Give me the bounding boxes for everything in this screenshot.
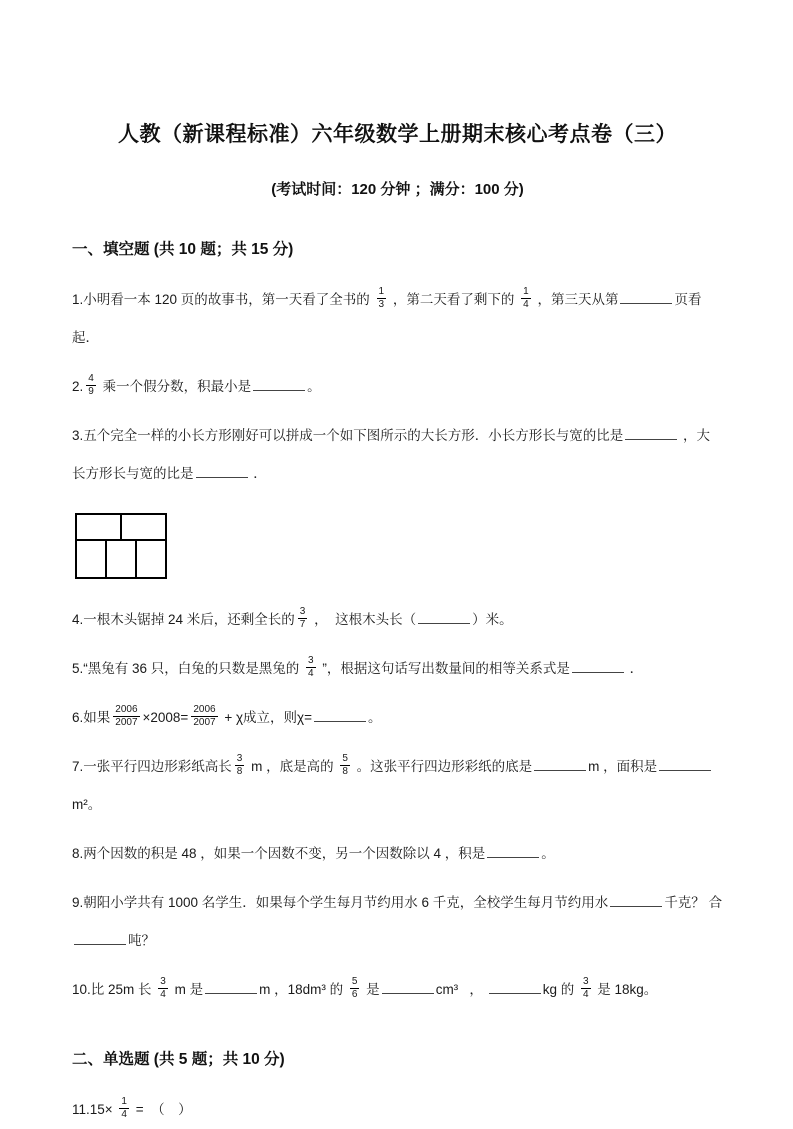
fraction-numerator: 3 — [308, 654, 314, 666]
fraction — [119, 1096, 129, 1121]
question-text: + χ成立，则χ= — [220, 710, 313, 725]
fraction-numerator: 3 — [299, 605, 306, 617]
question-text: 是 — [362, 982, 380, 997]
fraction-numerator: 2006 — [193, 703, 216, 715]
question-text: cm³ ， — [435, 982, 487, 997]
five-rectangles-diagram — [75, 513, 167, 579]
blank-line — [572, 658, 624, 673]
figure-cell — [77, 541, 105, 577]
question-text: ． — [249, 466, 267, 481]
question-text: m ，18dm³ 的 — [259, 982, 347, 997]
fraction-denominator: 4 — [582, 988, 589, 1000]
fraction-denominator: 7 — [299, 618, 306, 630]
fraction — [581, 976, 591, 1001]
question-text: 千克？ 合 — [664, 895, 723, 910]
question-text: 吨？ — [128, 933, 155, 948]
fraction — [113, 704, 139, 729]
figure-top-row — [77, 515, 165, 539]
question — [72, 417, 723, 493]
question-text: 4.一根木头锯掉 24 米后，还剩全长的 — [72, 612, 295, 627]
question-text: 5.“黑兔有 36 只，白兔的只数是黑兔的 — [72, 661, 304, 676]
question-text: 。 — [368, 710, 382, 725]
question — [72, 650, 723, 688]
question-text: 7.一张平行四边形彩纸高长 — [72, 759, 232, 774]
blank-line — [196, 463, 248, 478]
fraction — [306, 655, 316, 680]
question — [72, 884, 723, 960]
blank-line — [625, 425, 677, 440]
question-text: 2. — [72, 379, 84, 394]
question-text: 是 18kg。 — [593, 982, 658, 997]
fraction — [377, 286, 387, 311]
question-text: ”，根据这句话写出数量间的相等关系式是 — [318, 661, 570, 676]
blank-line — [489, 979, 541, 994]
question-text: 1.小明看一本 120 页的故事书，第一天看了全书的 — [72, 292, 374, 307]
fill-in-blank-questions — [72, 281, 723, 1009]
blank-line — [382, 979, 434, 994]
fraction-denominator: 4 — [160, 988, 166, 1000]
fraction — [235, 753, 245, 778]
blank-line — [534, 756, 586, 771]
fraction — [298, 606, 308, 631]
question-text: ． — [625, 661, 644, 676]
fraction-numerator: 4 — [88, 372, 94, 384]
question-text: 页看起． — [72, 292, 702, 345]
figure-cell — [77, 515, 120, 539]
blank-line — [205, 979, 257, 994]
question-text: m ，面积是 — [588, 759, 658, 774]
fraction-denominator: 6 — [351, 988, 358, 1000]
question-text: 乘一个假分数，积最小是 — [98, 379, 252, 394]
question-text: ）米。 — [472, 612, 513, 627]
fraction-denominator: 4 — [523, 298, 529, 310]
question-text: 8.两个因数的积是 48 ，如果一个因数不变，另一个因数除以 4 ，积是 — [72, 846, 486, 861]
question-text: kg 的 — [542, 982, 578, 997]
question-text: ，第三天从第 — [533, 292, 619, 307]
fraction-numerator: 5 — [351, 975, 358, 987]
fraction-numerator: 1 — [523, 285, 529, 297]
question — [72, 699, 723, 737]
section-heading-fill-in-blanks: 一、填空题 (共 10 题；共 15 分) — [72, 241, 294, 258]
fraction — [350, 976, 360, 1001]
exam-info: (考试时间：120 分钟 ；满分：100 分) — [271, 181, 524, 198]
blank-line — [610, 892, 662, 907]
question — [72, 748, 723, 824]
fraction-numerator: 3 — [160, 975, 166, 987]
fraction-denominator: 8 — [236, 765, 243, 777]
question — [72, 368, 723, 406]
question — [72, 601, 723, 639]
fraction-denominator: 3 — [378, 298, 385, 310]
fraction — [86, 373, 96, 398]
section-heading-multiple-choice: 二、单选题 (共 5 题；共 10 分) — [72, 1051, 285, 1068]
blank-line — [418, 609, 470, 624]
fraction — [521, 286, 531, 311]
question — [72, 971, 723, 1009]
question-text: 10.比 25m 长 — [72, 982, 156, 997]
question — [72, 281, 723, 357]
question — [72, 1091, 723, 1129]
question-text: ，大长方形长与宽的比是 — [72, 428, 711, 481]
page-title: 人教（新课程标准）六年级数学上册期末核心考点卷（三） — [118, 123, 677, 146]
figure-bottom-row — [77, 539, 165, 577]
fraction — [340, 753, 350, 778]
fraction — [191, 704, 217, 729]
fraction-numerator: 3 — [582, 975, 589, 987]
question-text: 11.15× — [72, 1102, 117, 1117]
fraction-denominator: 4 — [308, 667, 314, 679]
fraction-denominator: 8 — [342, 765, 348, 777]
fraction-denominator: 4 — [121, 1108, 127, 1120]
question-text: 。 — [307, 379, 321, 394]
blank-line — [74, 930, 126, 945]
figure-cell — [105, 541, 135, 577]
fraction-denominator: 2007 — [115, 716, 138, 728]
question-text: m 是 — [170, 982, 204, 997]
question — [72, 835, 723, 873]
fraction-numerator: 1 — [121, 1095, 127, 1107]
fraction — [158, 976, 168, 1001]
blank-line — [314, 707, 366, 722]
blank-line — [659, 756, 711, 771]
question-text: 6.如果 — [72, 710, 111, 725]
fraction-numerator: 5 — [342, 752, 348, 764]
question-text: m²。 — [72, 797, 102, 812]
fraction-numerator: 2006 — [115, 703, 138, 715]
figure-cell — [120, 515, 165, 539]
question-text: 9.朝阳小学共有 1000 名学生．如果每个学生每月节约用水 6 千克，全校学生每月节约用水 — [72, 895, 609, 910]
question-text: ，第二天看了剩下的 — [389, 292, 519, 307]
question-text: ×2008= — [142, 710, 189, 725]
blank-line — [253, 376, 305, 391]
fraction-denominator: 2007 — [193, 716, 216, 728]
fraction-numerator: 1 — [378, 285, 385, 297]
blank-line — [620, 289, 672, 304]
multiple-choice-questions — [72, 1091, 723, 1129]
question-text: ， 这根木头长（ — [310, 612, 417, 627]
question-text: 3.五个完全一样的小长方形刚好可以拼成一个如下图所示的大长方形．小长方形长与宽的比是 — [72, 428, 624, 443]
question-text: 。 — [541, 846, 555, 861]
question-text: 。这张平行四边形彩纸的底是 — [352, 759, 533, 774]
blank-line — [487, 843, 539, 858]
fraction-numerator: 3 — [236, 752, 243, 764]
question-text: = （ ） — [131, 1102, 192, 1117]
figure-cell — [135, 541, 165, 577]
question-text: m ，底是高的 — [247, 759, 338, 774]
fraction-denominator: 9 — [88, 385, 94, 397]
